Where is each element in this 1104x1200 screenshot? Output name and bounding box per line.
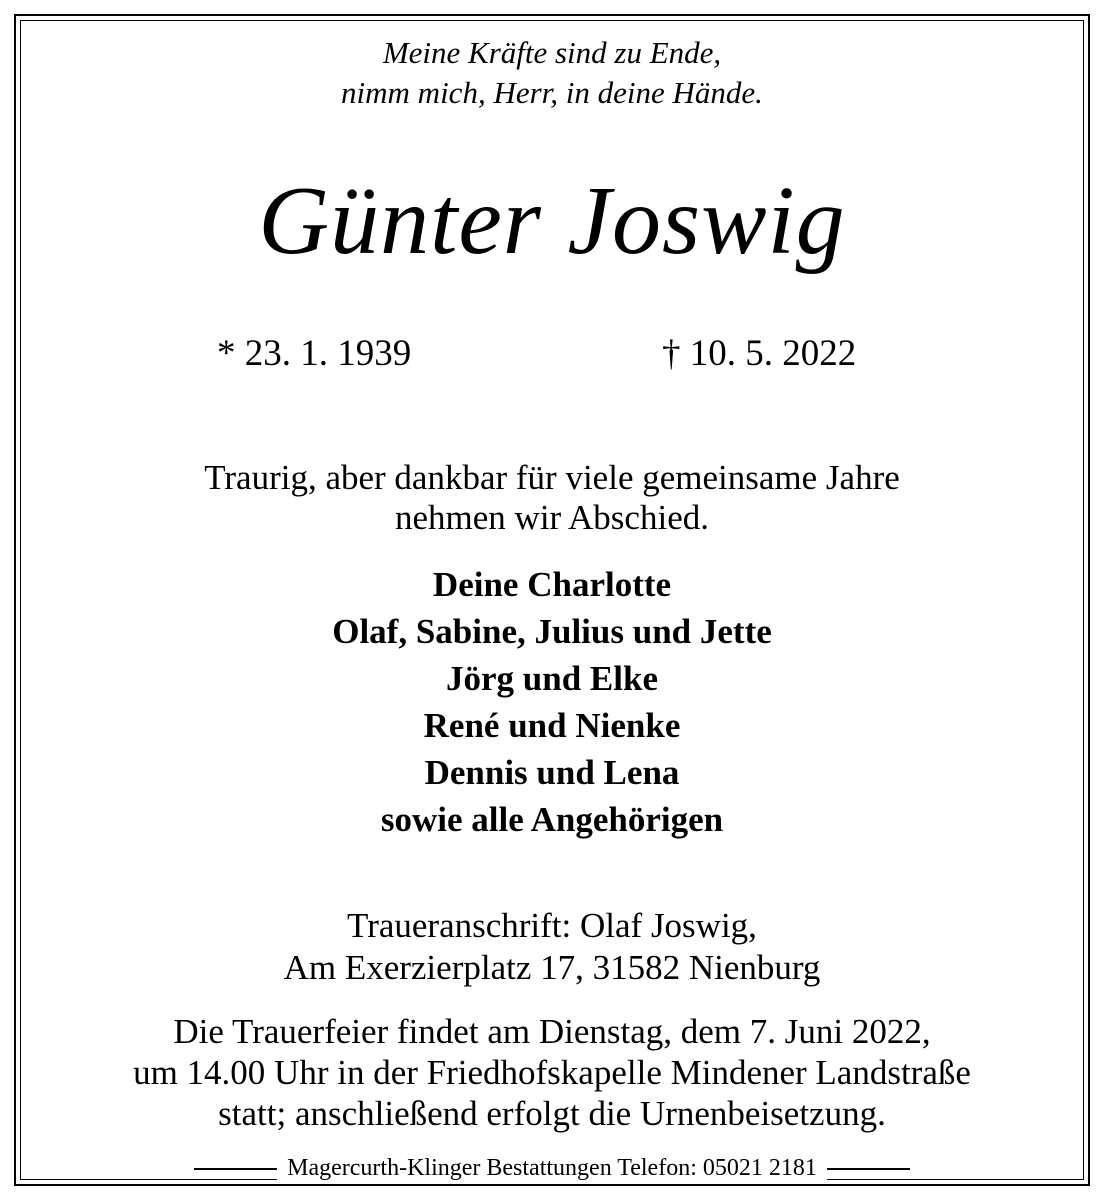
address-line-1: Traueranschrift: Olaf Joswig, (347, 906, 757, 945)
ceremony-line-2: um 14.00 Uhr in der Friedhofskapelle Mindener Landstraße (133, 1053, 971, 1092)
address-line-2: Am Exerzierplatz 17, 31582 Nienburg (283, 948, 821, 987)
mourning-line-1: Traurig, aber dankbar für viele gemeinsame Jahre (204, 458, 900, 497)
birth-date: * 23. 1. 1939 (217, 333, 412, 374)
motto-line-2: nimm mich, Herr, in deine Hände. (341, 75, 763, 110)
family-member: Dennis und Lena (424, 753, 680, 792)
mourning-line-2: nehmen wir Abschied. (395, 498, 709, 537)
footer (0, 1154, 1104, 1182)
family-member: René und Nienke (423, 706, 681, 745)
family-member: Olaf, Sabine, Julius und Jette (332, 612, 772, 651)
footer-text: Magercurth-Klinger Bestattungen Telefon: 05021 2181 (277, 1155, 827, 1181)
death-date: † 10. 5. 2022 (662, 333, 857, 374)
ceremony-line-1: Die Trauerfeier findet am Dienstag, dem 7. Juni 2022, (173, 1012, 931, 1051)
family-member: Deine Charlotte (432, 565, 672, 604)
motto-line-1: Meine Kräfte sind zu Ende, (382, 35, 722, 70)
ceremony-line-3: statt; anschließend erfolgt die Urnenbeisetzung. (218, 1094, 886, 1133)
family-member: Jörg und Elke (446, 659, 658, 698)
deceased-name: Günter Joswig (258, 167, 846, 275)
family-member: sowie alle Angehörigen (380, 800, 724, 839)
